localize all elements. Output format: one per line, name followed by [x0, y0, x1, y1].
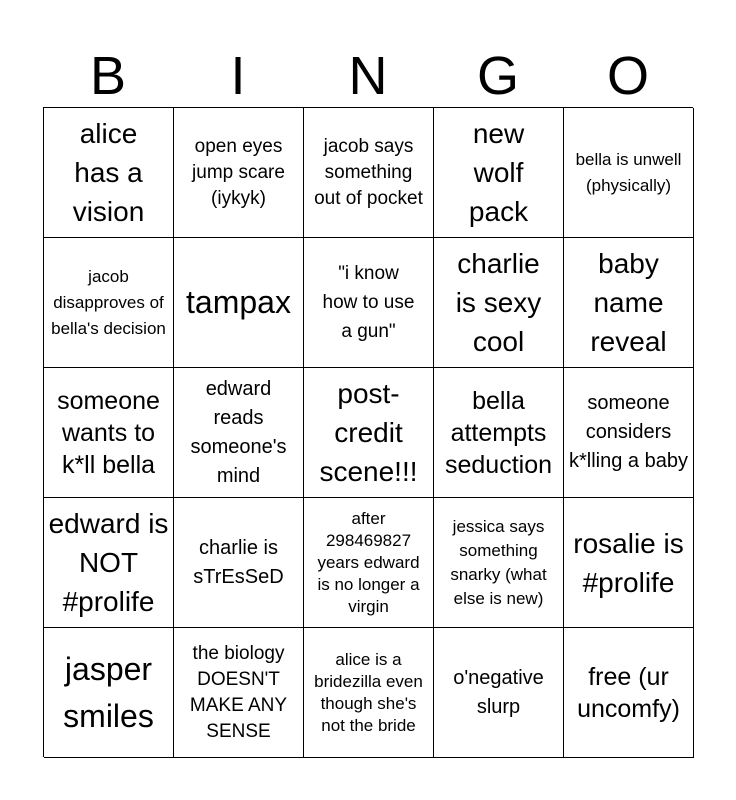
cell-text: bella attempts seduction: [444, 386, 553, 479]
header-letter-g: G: [476, 46, 519, 106]
cell-text: open eyes jump scare (iykyk): [192, 135, 285, 209]
cell-text: baby name reveal: [590, 248, 667, 357]
cell-text: jasper smiles: [63, 650, 154, 734]
cell-text: charlie is sTrEsSeD: [193, 536, 284, 588]
bingo-cell[interactable]: [44, 498, 174, 628]
bingo-board: [43, 107, 693, 757]
cell-text: tampax: [186, 284, 291, 320]
bingo-cell[interactable]: [564, 498, 694, 628]
cell-text: o'negative slurp: [453, 666, 544, 718]
cell-text: rosalie is #prolife: [573, 527, 684, 598]
cell-text: alice is a bridezilla even though she's not the bride: [314, 649, 423, 735]
bingo-cell[interactable]: [434, 628, 564, 758]
bingo-cell[interactable]: [174, 238, 304, 368]
header-letter-i: I: [230, 46, 246, 106]
bingo-header: [43, 46, 693, 106]
bingo-cell[interactable]: [434, 368, 564, 498]
cell-text: jacob says something out of pocket: [314, 135, 423, 209]
cell-text: free (ur uncomfy): [577, 662, 680, 723]
bingo-cell[interactable]: [44, 108, 174, 238]
bingo-cell[interactable]: [434, 108, 564, 238]
header-letter-n: N: [348, 46, 388, 106]
bingo-cell[interactable]: [564, 108, 694, 238]
cell-text: new wolf pack: [468, 118, 529, 227]
bingo-cell[interactable]: [174, 498, 304, 628]
cell-text: jessica says something snarky (what else is new): [450, 516, 547, 608]
bingo-cell[interactable]: [434, 498, 564, 628]
cell-text: someone wants to k*ll bella: [57, 386, 160, 479]
cell-text: bella is unwell (physically): [575, 149, 682, 195]
cell-text: jacob disapproves of bella's decision: [51, 266, 166, 338]
header-letter-o: O: [606, 46, 649, 106]
bingo-cell[interactable]: [44, 628, 174, 758]
cell-text: post-credit scene!!!: [319, 378, 418, 487]
bingo-cell[interactable]: [304, 628, 434, 758]
cell-text: someone considers k*lling a baby: [569, 392, 688, 472]
bingo-cell[interactable]: [44, 368, 174, 498]
bingo-cell[interactable]: [304, 108, 434, 238]
cell-text: edward reads someone's mind: [190, 377, 287, 487]
cell-text: alice has a vision: [72, 118, 145, 227]
bingo-cell[interactable]: [304, 368, 434, 498]
cell-text: "i know how to use a gun": [322, 263, 415, 342]
cell-text: after 298469827 years edward is no longer a virgin: [317, 508, 420, 616]
bingo-cell[interactable]: [174, 628, 304, 758]
bingo-cell[interactable]: [564, 628, 694, 758]
bingo-cell[interactable]: [434, 238, 564, 368]
bingo-cell[interactable]: [564, 368, 694, 498]
bingo-cell[interactable]: [174, 368, 304, 498]
bingo-cell[interactable]: [564, 238, 694, 368]
bingo-cell[interactable]: [44, 238, 174, 368]
bingo-cell[interactable]: [304, 238, 434, 368]
bingo-cell[interactable]: [174, 108, 304, 238]
cell-text: charlie is sexy cool: [455, 248, 542, 357]
header-letter-b: B: [89, 46, 127, 106]
cell-text: the biology DOESN'T MAKE ANY SENSE: [189, 642, 288, 742]
bingo-cell[interactable]: [304, 498, 434, 628]
cell-text: edward is NOT #prolife: [48, 508, 169, 617]
